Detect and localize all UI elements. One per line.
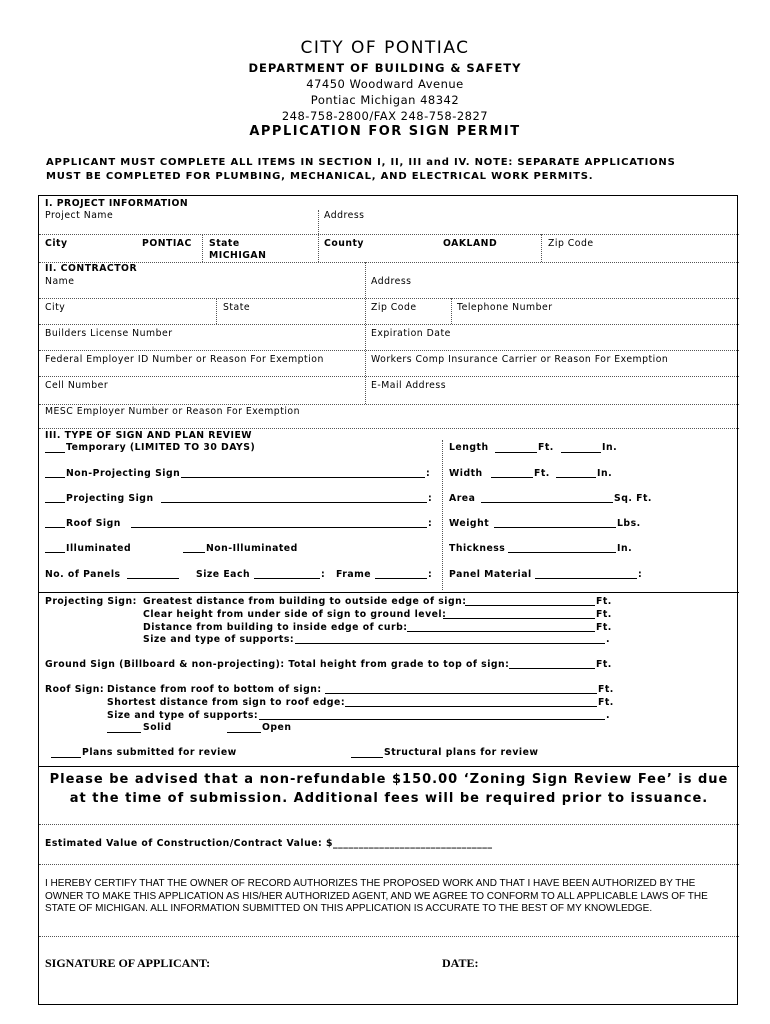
divider [365,262,366,404]
ft-unit: Ft. [596,622,612,633]
row-divider [39,936,739,937]
permit-form [38,195,738,1005]
in-unit: In. [617,543,633,554]
city-title: CITY OF PONTIAC [300,38,470,58]
divider [451,298,452,324]
length-label: Length [449,442,489,453]
colon: : [428,518,433,529]
contractor-address-field[interactable]: Address [371,276,412,287]
open-label: Open [262,722,292,733]
divider [541,234,542,262]
federal-id-field[interactable]: Federal Employer ID Number or Reason For Exemption [45,354,324,365]
non-illuminated-blank[interactable] [183,552,205,553]
proj-supports-blank[interactable] [295,643,605,644]
thickness-blank[interactable] [508,552,616,553]
sq-ft-unit: Sq. Ft. [614,493,652,504]
no-panels-blank[interactable] [127,578,179,579]
plans-label: Plans submitted for review [82,747,237,758]
lbs-unit: Lbs. [617,518,641,529]
colon: : [428,569,433,580]
row-divider [39,376,739,377]
roof-edge-distance: Shortest distance from sign to roof edge: [107,697,346,708]
frame-blank[interactable] [375,578,427,579]
contractor-telephone-field[interactable]: Telephone Number [457,302,553,313]
certification-text: I HEREBY CERTIFY THAT THE OWNER OF RECORD AUTHORIZES THE PROPOSED WORK AND THAT I HAVE BEEN AUTHORIZED BY THE OWNER TO MAKE THIS APPLICATION AS HIS/HER AUTHORIZED AGENT, AND WE AGREE TO CONFORM TO ALL APPLICABLE LAWS OF THE STATE OF MICHIGAN. ALL INFORMATION SUBMITTED ON THIS APPLICATION IS ACCURATE TO THE BEST OF MY KNOWLEDGE. [45,878,708,914]
plans-blank[interactable] [51,757,81,758]
roof-supports: Size and type of supports: [107,710,259,721]
phone-fax: 248-758-2800/FAX 248-758-2827 [281,109,489,123]
contractor-city-field[interactable]: City [45,302,66,313]
colon: : [428,493,433,504]
row-divider [39,404,739,405]
ft-unit: Ft. [596,609,612,620]
workers-comp-field[interactable]: Workers Comp Insurance Carrier or Reason For Exemption [371,354,669,365]
divider [318,210,319,262]
email-field[interactable]: E-Mail Address [371,380,447,391]
colon: : [638,569,643,580]
length-in-blank[interactable] [561,452,601,453]
roof-bottom-distance-blank[interactable] [325,693,597,694]
colon: : [321,569,326,580]
ft-unit: Ft. [534,468,550,479]
department-name: DEPARTMENT OF BUILDING & SAFETY [248,61,522,75]
thickness-label: Thickness [449,543,506,554]
ft-unit: Ft. [598,684,614,695]
row-divider [39,262,739,263]
area-label: Area [449,493,476,504]
row-divider [39,592,739,593]
divider [216,298,217,324]
illuminated-blank[interactable] [45,552,65,553]
row-divider [39,864,739,865]
proj-supports: Size and type of supports: [143,634,295,645]
project-city-label: City [45,238,68,249]
instructions-line-2: MUST BE COMPLETED FOR PLUMBING, MECHANICAL, AND ELECTRICAL WORK PERMITS. [46,171,594,182]
ft-unit: Ft. [596,596,612,607]
proj-curb-distance-blank[interactable] [407,631,595,632]
size-each-blank[interactable] [254,578,320,579]
ft-unit: Ft. [598,697,614,708]
row-divider [39,324,739,325]
section2-heading: II. CONTRACTOR [45,263,138,274]
row-divider [39,428,739,429]
contractor-zip-field[interactable]: Zip Code [371,302,417,313]
mesc-field[interactable]: MESC Employer Number or Reason For Exemption [45,406,301,417]
expiration-date-field[interactable]: Expiration Date [371,328,451,339]
non-projecting-blank[interactable] [45,477,65,478]
projecting-blank[interactable] [45,502,65,503]
row-divider [39,824,739,825]
illuminated-label: Illuminated [66,543,132,554]
weight-blank[interactable] [494,527,616,528]
roof-line[interactable] [131,527,427,528]
proj-curb-distance: Distance from building to inside edge of curb: [143,622,408,633]
in-unit: In. [597,468,613,479]
roof-bottom-distance: Distance from roof to bottom of sign: [107,684,322,695]
contractor-name-field[interactable]: Name [45,276,75,287]
length-ft-blank[interactable] [495,452,537,453]
fee-notice [39,770,739,808]
no-panels-label: No. of Panels [45,569,121,580]
proj-clear-height: Clear height from under side of sign to ground level: [143,609,447,620]
panel-material-blank[interactable] [535,578,637,579]
non-illuminated-label: Non-Illuminated [206,543,298,554]
proj-sign-label: Projecting Sign: [45,596,137,607]
cell-number-field[interactable]: Cell Number [45,380,109,391]
roof-label: Roof Sign [66,518,121,529]
row-divider [39,350,739,351]
ground-sign-blank[interactable] [509,668,595,669]
non-projecting-label: Non-Projecting Sign [66,468,181,479]
roof-sign-label: Roof Sign: [45,684,105,695]
width-label: Width [449,468,483,479]
size-each-label: Size Each [196,569,251,580]
address-line-2: Pontiac Michigan 48342 [310,93,460,107]
estimated-value-field[interactable]: Estimated Value of Construction/Contract Value: $_______________________________ [45,838,493,849]
temporary-blank[interactable] [45,452,65,453]
panel-material-label: Panel Material [449,569,532,580]
roof-blank[interactable] [45,527,65,528]
frame-label: Frame [336,569,372,580]
section1-heading: I. PROJECT INFORMATION [45,198,189,209]
project-zip-field[interactable]: Zip Code [548,238,594,249]
width-ft-blank[interactable] [491,477,533,478]
colon: : [426,468,431,479]
ground-sign-label: Ground Sign (Billboard & non-projecting): Total height from grade to top of sign: [45,659,510,670]
divider [442,440,443,590]
divider [202,234,203,262]
address-line-1: 47450 Woodward Avenue [306,77,464,91]
project-state-label: State [209,238,240,249]
project-county-value: OAKLAND [443,238,498,249]
project-address-field[interactable]: Address [324,210,365,221]
fee-notice-line-1: Please be advised that a non-refundable $150.00 ‘Zoning Sign Review Fee’ is due [49,772,729,787]
temporary-label: Temporary (LIMITED TO 30 DAYS) [66,442,256,453]
section3-heading: III. TYPE OF SIGN AND PLAN REVIEW [45,430,253,441]
ft-unit: Ft. [596,659,612,670]
proj-clear-height-blank[interactable] [443,618,595,619]
structural-label: Structural plans for review [384,747,539,758]
projecting-line[interactable] [161,502,427,503]
date-label: DATE: [442,956,479,970]
project-state-value: MICHIGAN [209,250,267,261]
project-name-field[interactable]: Project Name [45,210,114,221]
ft-unit: Ft. [538,442,554,453]
instructions [46,156,746,184]
project-county-label: County [324,238,364,249]
solid-blank[interactable] [107,732,141,733]
roof-supports-blank[interactable] [259,719,605,720]
instructions-line-1: APPLICANT MUST COMPLETE ALL ITEMS IN SECTION I, II, III and IV. NOTE: SEPARATE APPLICATIONS [46,157,676,168]
row-divider [39,234,739,235]
contractor-state-field[interactable]: State [223,302,251,313]
fee-notice-line-2: at the time of submission. Additional fees will be required prior to issuance. [69,791,709,806]
projecting-label: Projecting Sign [66,493,154,504]
width-in-blank[interactable] [556,477,596,478]
builders-license-field[interactable]: Builders License Number [45,328,173,339]
page-title: APPLICATION FOR SIGN PERMIT [249,124,521,139]
period: . [606,710,611,721]
structural-blank[interactable] [351,757,383,758]
row-divider [39,766,739,767]
solid-label: Solid [143,722,172,733]
proj-greatest-distance: Greatest distance from building to outside edge of sign: [143,596,467,607]
project-city-value: PONTIAC [142,238,192,249]
area-blank[interactable] [481,502,613,503]
non-projecting-line[interactable] [181,477,425,478]
open-blank[interactable] [227,732,261,733]
in-unit: In. [602,442,618,453]
signature-label: SIGNATURE OF APPLICANT: [45,956,211,970]
weight-label: Weight [449,518,490,529]
period: . [606,634,611,645]
proj-greatest-distance-blank[interactable] [465,605,595,606]
roof-edge-distance-blank[interactable] [345,706,597,707]
row-divider [39,298,739,299]
